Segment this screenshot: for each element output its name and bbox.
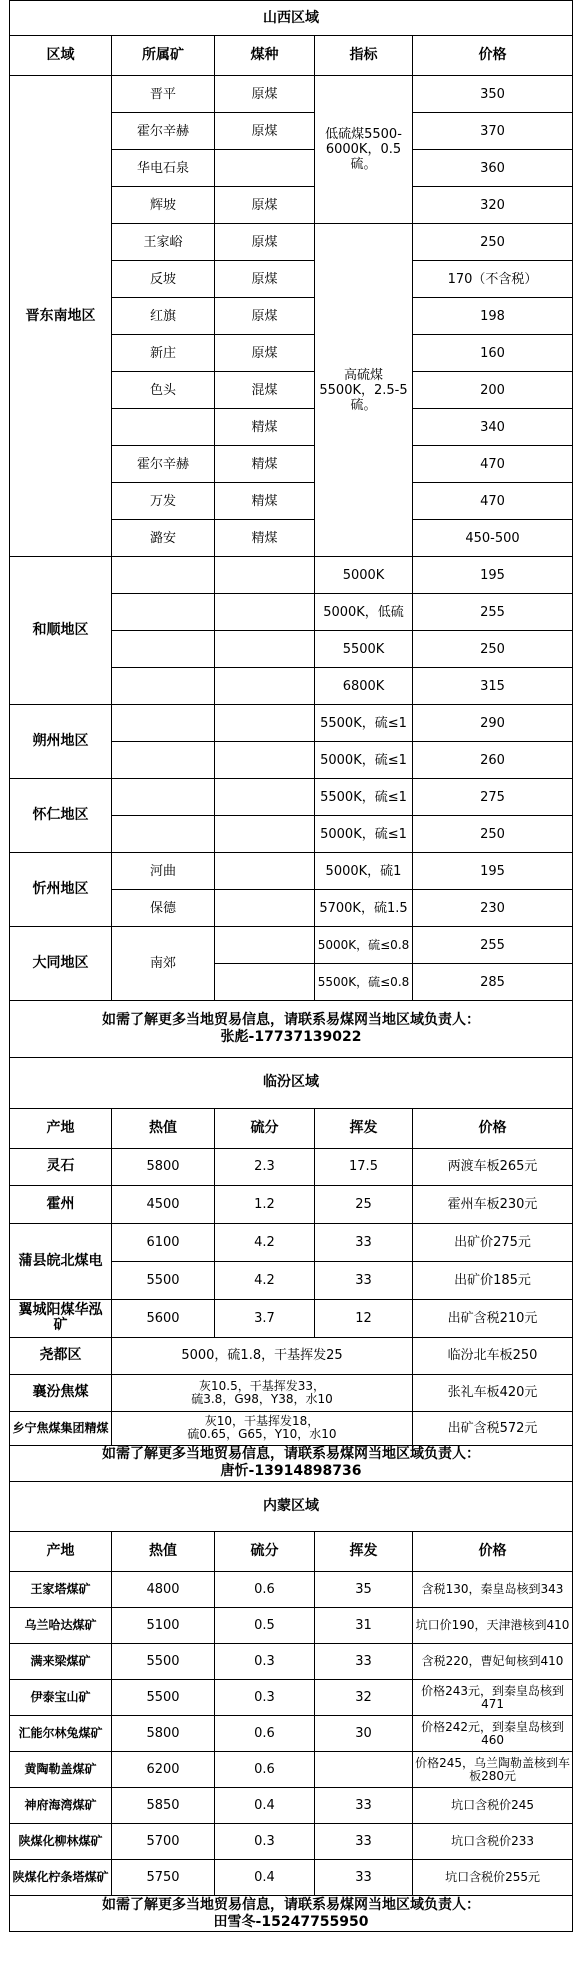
- contact-text: 如需了解更多当地贸易信息，请联系易煤网当地区域负责人：: [102, 1446, 481, 1462]
- mine-cell: 河曲: [112, 853, 215, 890]
- contact-person: 田雪冬-15247755950: [213, 1913, 369, 1930]
- coal-type-cell: 精煤: [215, 483, 315, 520]
- price-cell: 含税130，秦皇岛核到343: [413, 1572, 573, 1608]
- volatile-cell: 33: [315, 1223, 413, 1261]
- price-cell: 195: [413, 853, 573, 890]
- contact-note: [10, 1896, 573, 1932]
- spec-cell: 5700K，硫1.5: [315, 890, 413, 927]
- spec-cell: 5500K，硫≤1: [315, 779, 413, 816]
- price-cell: 价格245，乌兰陶勒盖核到车板280元: [413, 1752, 573, 1788]
- origin-cell: 陕煤化柠条塔煤矿: [10, 1860, 112, 1896]
- coal-type-cell: 混煤: [215, 372, 315, 409]
- coal-type-cell: 原煤: [215, 298, 315, 335]
- column-header: 产地: [10, 1108, 112, 1148]
- contact-person: 唐忻-13914898736: [220, 1463, 362, 1479]
- origin-cell: 翼城阳煤华泓矿: [10, 1299, 112, 1337]
- volatile-cell: 33: [315, 1644, 413, 1680]
- contact-note: [10, 1001, 573, 1058]
- coal-type-cell: [215, 853, 315, 890]
- heat-cell: 5100: [112, 1608, 215, 1644]
- price-cell: 285: [413, 964, 573, 1001]
- price-cell: 含税220，曹妃甸核到410: [413, 1644, 573, 1680]
- region-cell: 忻州地区: [10, 853, 112, 927]
- coal-type-cell: [215, 890, 315, 927]
- contact-note: [10, 1445, 573, 1481]
- coal-price-document: [9, 0, 572, 1932]
- volatile-cell: 35: [315, 1572, 413, 1608]
- mine-cell: 华电石泉: [112, 150, 215, 187]
- price-cell: 坑口含税价255元: [413, 1860, 573, 1896]
- sulfur-cell: 0.3: [215, 1644, 315, 1680]
- region-cell: 大同地区: [10, 927, 112, 1001]
- column-header: 硫分: [215, 1532, 315, 1572]
- coal-type-cell: [215, 742, 315, 779]
- spec-cell: [112, 1411, 413, 1445]
- price-cell: 255: [413, 594, 573, 631]
- mine-cell: 新庄: [112, 335, 215, 372]
- column-header: 指标: [315, 36, 413, 76]
- volatile-cell: 33: [315, 1788, 413, 1824]
- contact-person: 张彪-17737139022: [220, 1029, 362, 1045]
- mine-cell: [112, 631, 215, 668]
- coal-type-cell: [215, 631, 315, 668]
- spec-cell: 5500K，硫≤1: [315, 705, 413, 742]
- price-cell: 250: [413, 631, 573, 668]
- origin-cell: 陕煤化柳林煤矿: [10, 1824, 112, 1860]
- spec-line: 灰10，干基挥发18，: [204, 1414, 320, 1428]
- mine-cell: 辉坡: [112, 187, 215, 224]
- coal-type-cell: 原煤: [215, 187, 315, 224]
- coal-type-cell: [215, 150, 315, 187]
- sulfur-cell: 4.2: [215, 1223, 315, 1261]
- column-header: 价格: [413, 36, 573, 76]
- column-header: 煤种: [215, 36, 315, 76]
- coal-type-cell: 原煤: [215, 261, 315, 298]
- section-title: 山西区域: [10, 1, 573, 36]
- origin-cell: 伊泰宝山矿: [10, 1680, 112, 1716]
- spec-cell: 5000K，硫≤1: [315, 742, 413, 779]
- spec-cell: 5000，硫1.8，干基挥发25: [112, 1337, 413, 1374]
- price-cell: 315: [413, 668, 573, 705]
- mine-cell: [112, 668, 215, 705]
- mine-cell: 王家峪: [112, 224, 215, 261]
- spec-cell: 5000K，低硫: [315, 594, 413, 631]
- coal-type-cell: 原煤: [215, 335, 315, 372]
- origin-cell: 黄陶勒盖煤矿: [10, 1752, 112, 1788]
- price-cell: 250: [413, 224, 573, 261]
- sulfur-cell: 0.6: [215, 1752, 315, 1788]
- mine-cell: 霍尔辛赫: [112, 113, 215, 150]
- volatile-cell: 30: [315, 1716, 413, 1752]
- price-cell: 470: [413, 483, 573, 520]
- origin-cell: 蒲县皖北煤电: [10, 1223, 112, 1299]
- coal-type-cell: [215, 557, 315, 594]
- coal-type-cell: [215, 779, 315, 816]
- mine-cell: 反坡: [112, 261, 215, 298]
- origin-cell: 乡宁焦煤集团精煤: [10, 1411, 112, 1445]
- price-cell: 255: [413, 927, 573, 964]
- origin-cell: 襄汾焦煤: [10, 1374, 112, 1411]
- coal-type-cell: [215, 594, 315, 631]
- spec-cell: 6800K: [315, 668, 413, 705]
- price-cell: 临汾北车板250: [413, 1337, 573, 1374]
- mine-cell: 晋平: [112, 76, 215, 113]
- neimeng-table: [9, 1482, 573, 1933]
- sulfur-cell: 0.6: [215, 1572, 315, 1608]
- mine-cell: 保德: [112, 890, 215, 927]
- mine-cell: [112, 409, 215, 446]
- region-cell: 怀仁地区: [10, 779, 112, 853]
- coal-type-cell: [215, 964, 315, 1001]
- volatile-cell: 32: [315, 1680, 413, 1716]
- price-cell: 260: [413, 742, 573, 779]
- coal-type-cell: 精煤: [215, 520, 315, 557]
- mine-cell: 红旗: [112, 298, 215, 335]
- price-cell: 350: [413, 76, 573, 113]
- column-header: 价格: [413, 1532, 573, 1572]
- spec-cell: 低硫煤5500-6000K，0.5硫。: [315, 76, 413, 224]
- origin-cell: 灵石: [10, 1148, 112, 1185]
- coal-type-cell: 精煤: [215, 446, 315, 483]
- volatile-cell: 33: [315, 1824, 413, 1860]
- price-cell: 195: [413, 557, 573, 594]
- origin-cell: 尧都区: [10, 1337, 112, 1374]
- volatile-cell: 12: [315, 1299, 413, 1337]
- column-header: 区域: [10, 36, 112, 76]
- price-cell: 290: [413, 705, 573, 742]
- mine-cell: 万发: [112, 483, 215, 520]
- price-cell: 230: [413, 890, 573, 927]
- column-header: 挥发: [315, 1532, 413, 1572]
- heat-cell: 5600: [112, 1299, 215, 1337]
- sulfur-cell: 1.2: [215, 1185, 315, 1223]
- origin-cell: 神府海湾煤矿: [10, 1788, 112, 1824]
- price-cell: 170（不含税）: [413, 261, 573, 298]
- price-cell: 坑口含税价245: [413, 1788, 573, 1824]
- mine-cell: [112, 779, 215, 816]
- sulfur-cell: 0.4: [215, 1788, 315, 1824]
- mine-cell: [112, 742, 215, 779]
- region-cell: 和顺地区: [10, 557, 112, 705]
- price-cell: 320: [413, 187, 573, 224]
- mine-cell: [112, 816, 215, 853]
- price-cell: 张礼车板420元: [413, 1374, 573, 1411]
- heat-cell: 6100: [112, 1223, 215, 1261]
- origin-cell: 王家塔煤矿: [10, 1572, 112, 1608]
- origin-cell: 霍州: [10, 1185, 112, 1223]
- coal-type-cell: [215, 816, 315, 853]
- coal-type-cell: 原煤: [215, 113, 315, 150]
- price-cell: 340: [413, 409, 573, 446]
- coal-type-cell: 原煤: [215, 224, 315, 261]
- spec-cell: 5500K，硫≤0.8: [315, 964, 413, 1001]
- section-title: 内蒙区域: [10, 1482, 573, 1532]
- price-cell: 霍州车板230元: [413, 1185, 573, 1223]
- column-header: 热值: [112, 1532, 215, 1572]
- price-cell: 160: [413, 335, 573, 372]
- mine-cell: 潞安: [112, 520, 215, 557]
- heat-cell: 4800: [112, 1572, 215, 1608]
- spec-cell: 5000K: [315, 557, 413, 594]
- coal-type-cell: 原煤: [215, 76, 315, 113]
- coal-type-cell: 精煤: [215, 409, 315, 446]
- column-header: 硫分: [215, 1108, 315, 1148]
- sulfur-cell: 0.6: [215, 1716, 315, 1752]
- sulfur-cell: 0.3: [215, 1680, 315, 1716]
- coal-type-cell: [215, 668, 315, 705]
- mine-cell: 色头: [112, 372, 215, 409]
- price-cell: 价格242元，到秦皇岛核到460: [413, 1716, 573, 1752]
- region-cell: 朔州地区: [10, 705, 112, 779]
- spec-cell: 5000K，硫1: [315, 853, 413, 890]
- mine-cell: [112, 594, 215, 631]
- price-cell: 470: [413, 446, 573, 483]
- heat-cell: 5700: [112, 1824, 215, 1860]
- price-cell: 370: [413, 113, 573, 150]
- price-cell: 出矿含税210元: [413, 1299, 573, 1337]
- heat-cell: 5800: [112, 1148, 215, 1185]
- price-cell: 出矿价185元: [413, 1261, 573, 1299]
- heat-cell: 4500: [112, 1185, 215, 1223]
- spec-cell: 5500K: [315, 631, 413, 668]
- spec-cell: [112, 1374, 413, 1411]
- mine-cell: 南郊: [112, 927, 215, 1001]
- sulfur-cell: 0.3: [215, 1824, 315, 1860]
- volatile-cell: 31: [315, 1608, 413, 1644]
- volatile-cell: [315, 1752, 413, 1788]
- sulfur-cell: 0.4: [215, 1860, 315, 1896]
- spec-cell: 5000K，硫≤1: [315, 816, 413, 853]
- price-cell: 360: [413, 150, 573, 187]
- heat-cell: 5500: [112, 1644, 215, 1680]
- spec-line: 硫0.65，G65，Y10，水10: [187, 1427, 337, 1441]
- heat-cell: 5750: [112, 1860, 215, 1896]
- price-cell: 198: [413, 298, 573, 335]
- mine-cell: [112, 557, 215, 594]
- heat-cell: 5500: [112, 1261, 215, 1299]
- heat-cell: 5850: [112, 1788, 215, 1824]
- sulfur-cell: 3.7: [215, 1299, 315, 1337]
- volatile-cell: 33: [315, 1860, 413, 1896]
- heat-cell: 5800: [112, 1716, 215, 1752]
- origin-cell: 满来梁煤矿: [10, 1644, 112, 1680]
- column-header: 价格: [413, 1108, 573, 1148]
- spec-line: 硫3.8，G98，Y38，水10: [191, 1391, 333, 1406]
- column-header: 挥发: [315, 1108, 413, 1148]
- price-cell: 250: [413, 816, 573, 853]
- price-cell: 两渡车板265元: [413, 1148, 573, 1185]
- price-cell: 出矿含税572元: [413, 1411, 573, 1445]
- mine-cell: [112, 705, 215, 742]
- column-header: 热值: [112, 1108, 215, 1148]
- volatile-cell: 33: [315, 1261, 413, 1299]
- price-cell: 200: [413, 372, 573, 409]
- price-cell: 275: [413, 779, 573, 816]
- region-cell: 晋东南地区: [10, 76, 112, 557]
- section-title: 临汾区域: [10, 1058, 573, 1108]
- price-cell: 价格243元，到秦皇岛核到471: [413, 1680, 573, 1716]
- column-header: 产地: [10, 1532, 112, 1572]
- contact-text: 如需了解更多当地贸易信息，请联系易煤网当地区域负责人：: [102, 1896, 481, 1913]
- contact-text: 如需了解更多当地贸易信息，请联系易煤网当地区域负责人：: [102, 1012, 481, 1028]
- mine-cell: 霍尔辛赫: [112, 446, 215, 483]
- price-cell: 坑口价190，天津港核到410: [413, 1608, 573, 1644]
- price-cell: 坑口含税价233: [413, 1824, 573, 1860]
- linfen-table: [9, 1058, 573, 1482]
- coal-type-cell: [215, 705, 315, 742]
- sulfur-cell: 4.2: [215, 1261, 315, 1299]
- sulfur-cell: 0.5: [215, 1608, 315, 1644]
- shanxi-table: [9, 0, 573, 1058]
- coal-type-cell: [215, 927, 315, 964]
- sulfur-cell: 2.3: [215, 1148, 315, 1185]
- volatile-cell: 17.5: [315, 1148, 413, 1185]
- spec-cell: 5000K，硫≤0.8: [315, 927, 413, 964]
- price-cell: 出矿价275元: [413, 1223, 573, 1261]
- price-cell: 450-500: [413, 520, 573, 557]
- heat-cell: 6200: [112, 1752, 215, 1788]
- column-header: 所属矿: [112, 36, 215, 76]
- origin-cell: 乌兰哈达煤矿: [10, 1608, 112, 1644]
- volatile-cell: 25: [315, 1185, 413, 1223]
- spec-line: 灰10.5，干基挥发33，: [199, 1378, 325, 1393]
- heat-cell: 5500: [112, 1680, 215, 1716]
- spec-cell: 高硫煤5500K，2.5-5硫。: [315, 224, 413, 557]
- origin-cell: 汇能尔林兔煤矿: [10, 1716, 112, 1752]
